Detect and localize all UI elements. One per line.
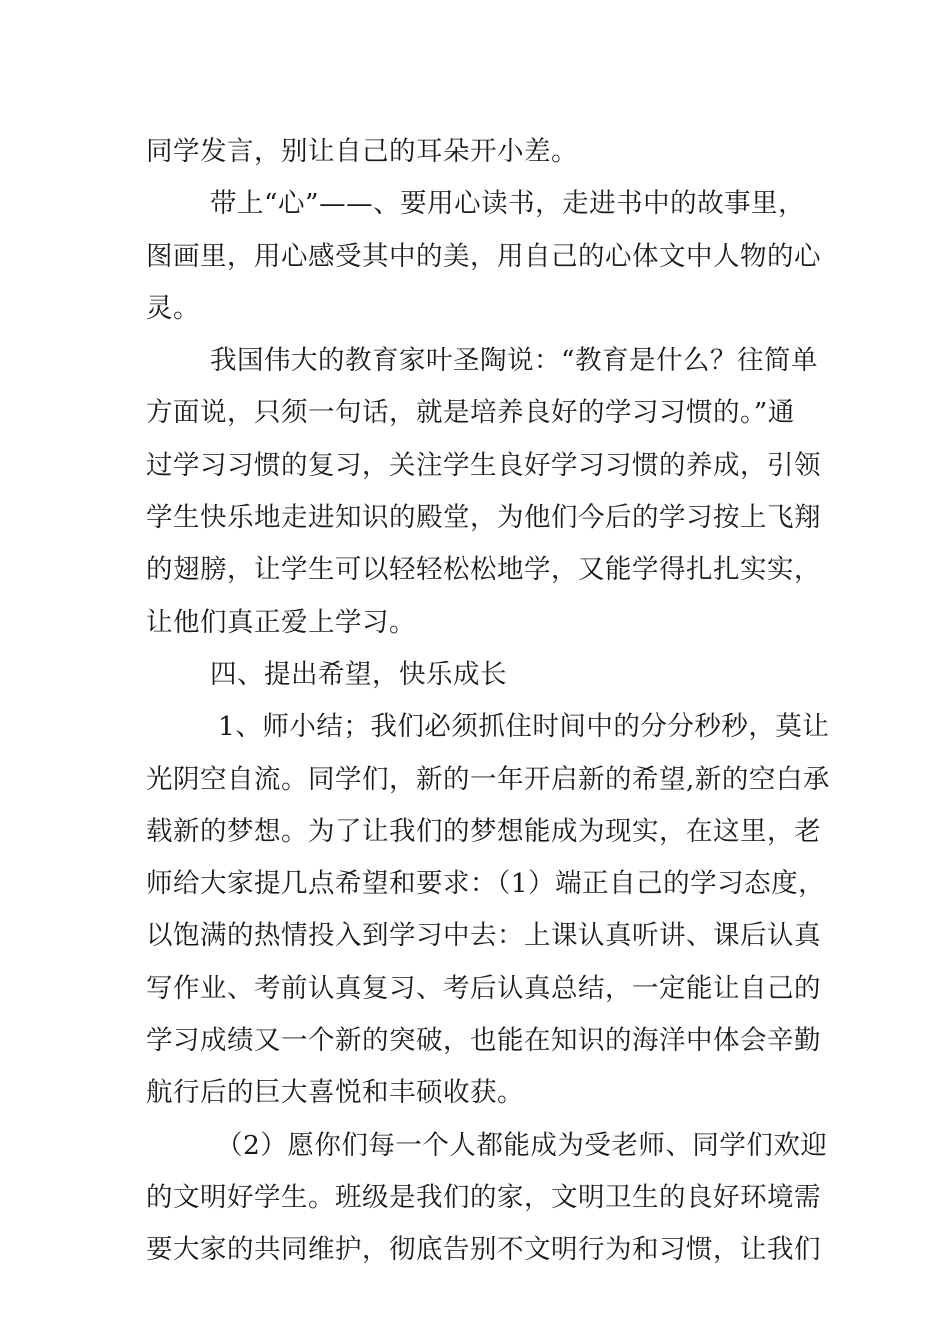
text-line: （2）愿你们每一个人都能成为受老师、同学们欢迎 [216,1129,828,1161]
text-line: 载新的梦想。为了让我们的梦想能成为现实，在这里，老 [146,815,821,847]
text-line: 学习成绩又一个新的突破，也能在知识的海洋中体会辛勤 [146,1025,821,1057]
text-line: 带上“心”——、要用心读书，走进书中的故事里， [210,188,806,220]
text-line: 方面说，只须一句话，就是培养良好的学习习惯的。”通 [146,397,795,429]
text-line: 图画里，用心感受其中的美，用自己的心体文中人物的心 [146,240,821,272]
text-line: 光阴空自流。同学们，新的一年开启新的希望,新的空白承 [146,763,830,795]
document-body [146,126,830,1277]
text-line: 过学习习惯的复习，关注学生良好学习习惯的养成，引领 [146,449,821,481]
text-line: 灵。 [146,292,200,324]
section-heading: 四、提出希望，快乐成长 [210,658,507,690]
text-line: 师给大家提几点希望和要求：（1）端正自己的学习态度， [146,868,826,900]
text-line: 以饱满的热情投入到学习中去：上课认真听讲、课后认真 [146,920,821,952]
text-line: 的翅膀，让学生可以轻轻松松地学，又能学得扎扎实实， [146,554,821,586]
text-line: 同学发言，别让自己的耳朵开小差。 [146,136,578,167]
text-line: 写作业、考前认真复习、考后认真总结，一定能让自己的 [146,972,821,1004]
text-line: 让他们真正爱上学习。 [146,606,416,638]
text-line: 我国伟大的教育家叶圣陶说：“教育是什么？往简单 [210,345,819,377]
text-line: 要大家的共同维护，彻底告别不文明行为和习惯，让我们 [146,1234,821,1266]
text-line: 的文明好学生。班级是我们的家，文明卫生的良好环境需 [146,1181,821,1213]
text-line: 1、师小结；我们必须抓住时间中的分分秒秒，莫让 [218,711,830,743]
text-line: 学生快乐地走进知识的殿堂，为他们今后的学习按上飞翔 [146,502,821,534]
text-line: 航行后的巨大喜悦和丰硕收获。 [146,1077,524,1109]
